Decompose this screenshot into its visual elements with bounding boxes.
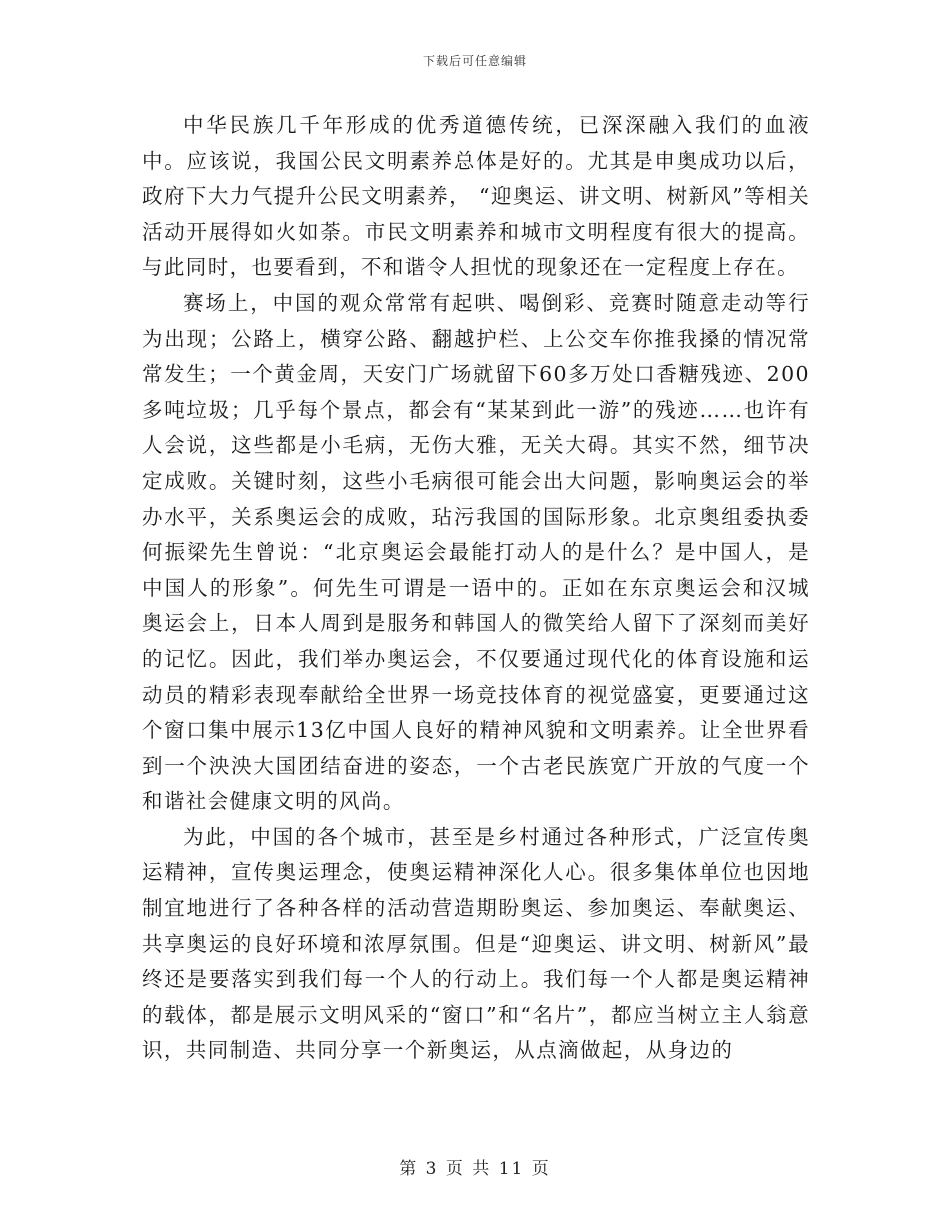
paragraph-1: 中华民族几千年形成的优秀道德传统，已深深融入我们的血液中。应该说，我国公民文明素养总体是好的。尤其是申奥成功以后，政府下大力气提升公民文明素养， “迎奥运、讲文明、树新风”等相关活动开展得如火如荼。市民文明素养和城市文明程度有很大的提高。与此同时，也要看到，不和谐令人担忧的现象还在一定程度上存在。 <box>142 113 810 280</box>
paragraph-3: 为此，中国的各个城市，甚至是乡村通过各种形式，广泛宣传奥运精神，宣传奥运理念，使奥运精神深化人心。很多集体单位也因地制宜地进行了各种各样的活动营造期盼奥运、参加奥运、奉献奥运、共享奥运的良好环境和浓厚氛围。但是“迎奥运、讲文明、树新风”最终还是要落实到我们每一个人的行动上。我们每一个人都是奥运精神的载体，都是展示文明风采的“窗口”和“名片”，都应当树立主人翁意识，共同制造、共同分享一个新奥运，从点滴做起，从身边的 <box>142 824 810 1063</box>
document-body <box>142 108 810 1069</box>
page-header-note: 下载后可任意编辑 <box>422 54 527 68</box>
paragraph-2: 赛场上，中国的观众常常有起哄、喝倒彩、竞赛时随意走动等行为出现；公路上，横穿公路、翻越护栏、上公交车你推我搡的情况常常发生；一个黄金周，天安门广场就留下60多万处口香糖残迹、200多吨垃圾；几乎每个景点，都会有“某某到此一游”的残迹……也许有人会说，这些都是小毛病，无伤大雅，无关大碍。其实不然，细节决定成败。关键时刻，这些小毛病很可能会出大问题，影响奥运会的举办水平，关系奥运会的成败，玷污我国的国际形象。北京奥组委执委何振梁先生曾说：“北京奥运会最能打动人的是什么？是中国人，是中国人的形象”。何先生可谓是一语中的。正如在东京奥运会和汉城奥运会上，日本人周到是服务和韩国人的微笑给人留下了深刻而美好的记忆。因此，我们举办奥运会，不仅要通过现代化的体育设施和运动员的精彩表现奉献给全世界一场竞技体育的视觉盛宴，更要通过这个窗口集中展示13亿中国人良好的精神风貌和文明素养。让全世界看到一个泱泱大国团结奋进的姿态，一个古老民族宽广开放的气度一个和谐社会健康文明的风尚。 <box>142 290 810 814</box>
page-number-footer: 第 3 页 共 11 页 <box>399 1159 551 1179</box>
